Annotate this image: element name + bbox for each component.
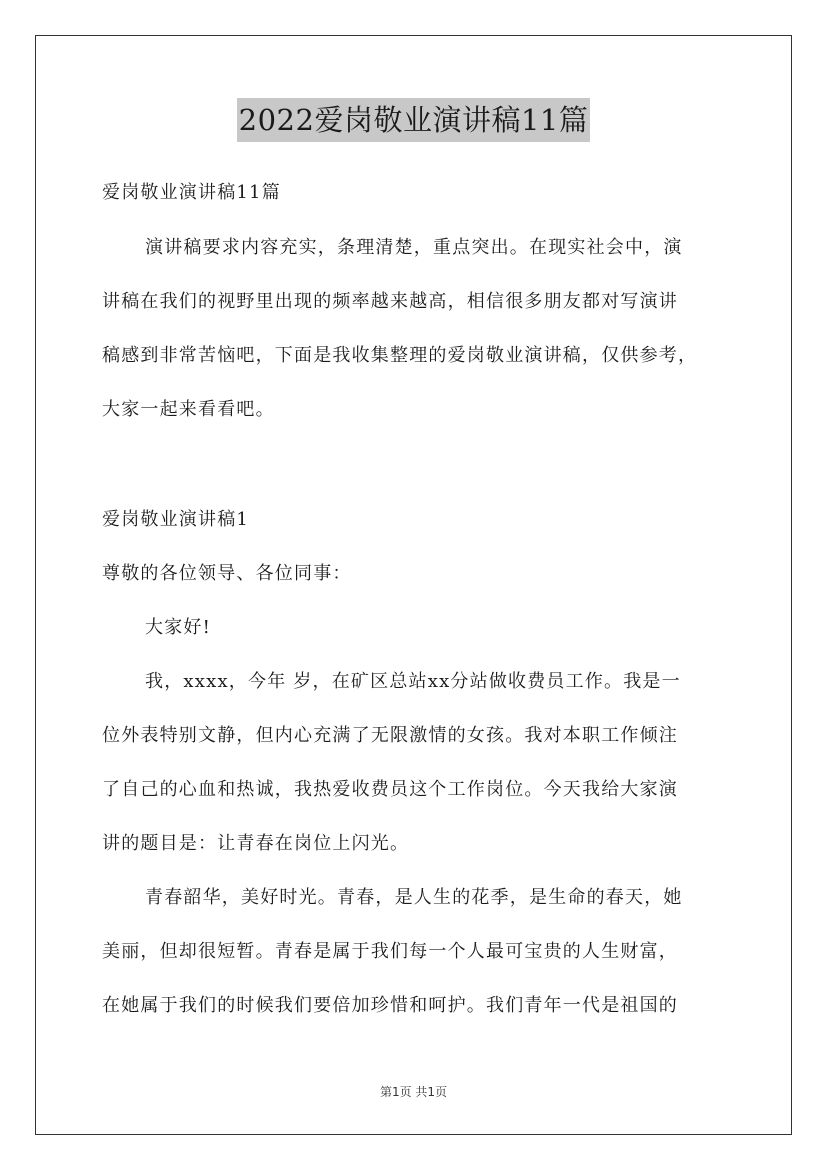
section-heading: 爱岗敬业演讲稿1 (102, 509, 250, 530)
paragraph-line: 在她属于我们的时候我们要倍加珍惜和呵护。我们青年一代是祖国的 (102, 995, 678, 1016)
intro-line: 稿感到非常苦恼吧，下面是我收集整理的爱岗敬业演讲稿，仅供参考， (102, 345, 698, 366)
title-container (0, 98, 827, 142)
paragraph-line: 了自己的心血和热诚，我热爱收费员这个工作岗位。今天我给大家演 (102, 779, 678, 800)
paragraph-line: 讲的题目是：让青春在岗位上闪光。 (102, 833, 410, 854)
page-number: 第1页 共1页 (379, 1085, 448, 1099)
paragraph-line: 美丽，但却很短暂。青春是属于我们每一个人最可宝贵的人生财富， (102, 941, 678, 962)
intro-line: 讲稿在我们的视野里出现的频率越来越高，相信很多朋友都对写演讲 (102, 291, 678, 312)
salutation: 尊敬的各位领导、各位同事： (102, 563, 352, 584)
paragraph-line: 我，xxxx，今年 岁，在矿区总站xx分站做收费员工作。我是一 (145, 671, 681, 692)
intro-line: 演讲稿要求内容充实，条理清楚，重点突出。在现实社会中，演 (145, 237, 683, 258)
document-subtitle: 爱岗敬业演讲稿11篇 (102, 182, 281, 203)
document-title: 2022爱岗敬业演讲稿11篇 (237, 98, 591, 142)
paragraph-line: 位外表特别文静，但内心充满了无限激情的女孩。我对本职工作倾注 (102, 725, 678, 746)
intro-line: 大家一起来看看吧。 (102, 399, 275, 420)
paragraph-line: 青春韶华，美好时光。青春，是人生的花季，是生命的春天，她 (145, 887, 683, 908)
greeting: 大家好! (145, 617, 212, 638)
